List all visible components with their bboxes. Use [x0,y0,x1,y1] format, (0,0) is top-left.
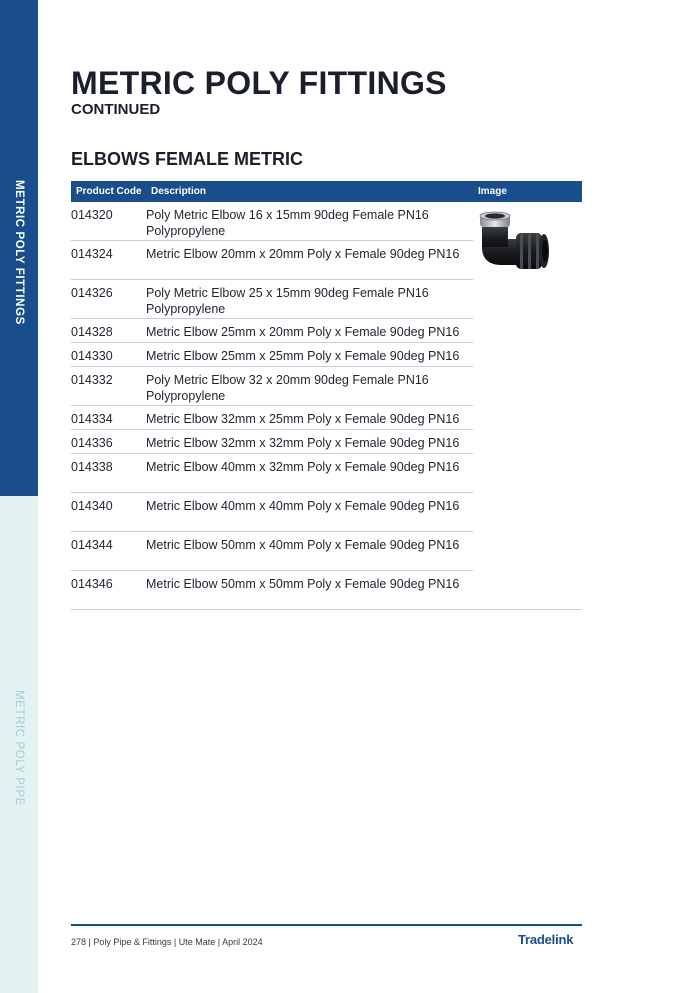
table-row [71,406,473,430]
table-row [71,454,473,493]
product-code: 014344 [71,538,113,552]
section-title: ELBOWS FEMALE METRIC [71,149,303,169]
poly-elbow-fitting-image [474,207,554,277]
table-row [71,367,473,406]
table-row [71,532,473,571]
product-description: Metric Elbow 25mm x 20mm Poly x Female 90deg PN16 [146,325,460,339]
tradelink-logo[interactable]: Tradelink [518,932,574,947]
table-header [71,181,582,202]
product-code: 014320 [71,208,113,222]
product-description: Metric Elbow 32mm x 32mm Poly x Female 90deg PN16 [146,436,460,450]
product-code: 014338 [71,460,113,474]
table-row [71,319,473,343]
product-description: Metric Elbow 50mm x 50mm Poly x Female 90deg PN16 [146,577,460,591]
product-description: Poly Metric Elbow 16 x 15mm 90deg Female PN16 Polypropylene [146,208,429,238]
sidebar-label-fittings[interactable]: METRIC POLY FITTINGS [13,180,25,325]
table-row [71,493,473,532]
table-row [71,280,473,319]
product-code: 014324 [71,247,113,261]
product-description: Metric Elbow 40mm x 40mm Poly x Female 90deg PN16 [146,499,460,513]
table-row [71,241,473,280]
footer-text: 278 | Poly Pipe & Fittings | Ute Mate | April 2024 [71,937,263,947]
table-row [71,571,582,610]
product-code: 014326 [71,286,113,300]
product-description: Metric Elbow 20mm x 20mm Poly x Female 90deg PN16 [146,247,460,261]
header-product-code: Product Code [76,186,142,197]
product-description: Metric Elbow 25mm x 25mm Poly x Female 90deg PN16 [146,349,460,363]
table-row [71,430,473,454]
product-description: Metric Elbow 40mm x 32mm Poly x Female 90deg PN16 [146,460,460,474]
product-description: Poly Metric Elbow 25 x 15mm 90deg Female PN16 Polypropylene [146,286,429,316]
footer-divider [71,924,582,926]
product-code: 014346 [71,577,113,591]
product-description: Metric Elbow 32mm x 25mm Poly x Female 90deg PN16 [146,412,460,426]
product-code: 014328 [71,325,113,339]
product-code: 014334 [71,412,113,426]
header-image: Image [478,186,507,197]
header-description: Description [151,186,207,197]
product-code: 014340 [71,499,113,513]
table-row [71,202,473,241]
product-code: 014332 [71,373,113,387]
page-title: METRIC POLY FITTINGS [71,65,447,101]
product-code: 014330 [71,349,113,363]
product-description: Poly Metric Elbow 32 x 20mm 90deg Female PN16 Polypropylene [146,373,429,403]
table-row [71,343,473,367]
page-subtitle: CONTINUED [71,101,161,118]
product-code: 014336 [71,436,113,450]
product-description: Metric Elbow 50mm x 40mm Poly x Female 90deg PN16 [146,538,460,552]
sidebar-label-pipe[interactable]: METRIC POLY PIPE [13,690,25,806]
